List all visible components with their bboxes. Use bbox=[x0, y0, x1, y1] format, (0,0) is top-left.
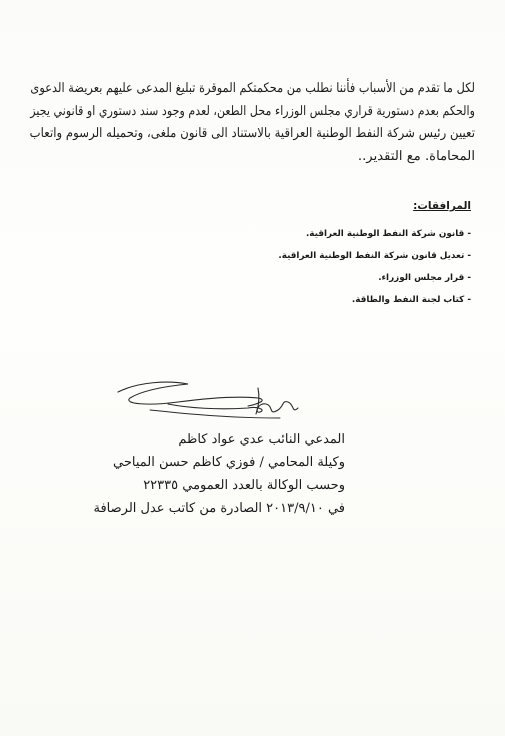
paragraph-line-1: لكل ما تقدم من الأسباب فأننا نطلب من محكمتكم الموقرة تبليغ المدعى عليهم بعريضة الدعوى bbox=[30, 81, 476, 96]
attachment-item: - كتاب لجنة النفط والطاقة. bbox=[351, 295, 471, 305]
handwritten-signature bbox=[108, 378, 308, 428]
plaintiff-name: المدعي النائب عدي عواد كاظم bbox=[178, 432, 345, 447]
paragraph-line-4: المحاماة. مع التقدير.. bbox=[357, 148, 475, 164]
attachment-item: - قانون شركة النفط الوطنية العراقية. bbox=[305, 229, 471, 239]
paragraph-line-2: والحكم بعدم دستورية قراري مجلس الوزراء محل الطعن، لعدم وجود سند دستوري او قانوني يجيز bbox=[30, 103, 476, 119]
closing-paragraph bbox=[30, 78, 475, 168]
power-of-attorney-number: وحسب الوكالة بالعدد العمومي ٢٢٣٣٥ bbox=[143, 478, 345, 493]
agent-name: وكيلة المحامي / فوزي كاظم حسن المياحي bbox=[113, 455, 345, 470]
attachments-heading: المرافقات: bbox=[413, 200, 471, 212]
signature-block bbox=[93, 428, 345, 520]
attachment-item: - قرار مجلس الوزراء. bbox=[378, 273, 471, 283]
attachment-item: - تعديل قانون شركة النفط الوطنية العراقية. bbox=[278, 251, 471, 261]
paragraph-line-3: تعيين رئيس شركة النفط الوطنية العراقية بالاستناد الى قانون ملغى، وتحميله الرسوم واتعاب bbox=[29, 126, 476, 141]
attachments-list bbox=[278, 223, 471, 311]
power-of-attorney-issue: في ٢٠١٣/٩/١٠ الصادرة من كاتب عدل الرصافة bbox=[93, 501, 345, 516]
